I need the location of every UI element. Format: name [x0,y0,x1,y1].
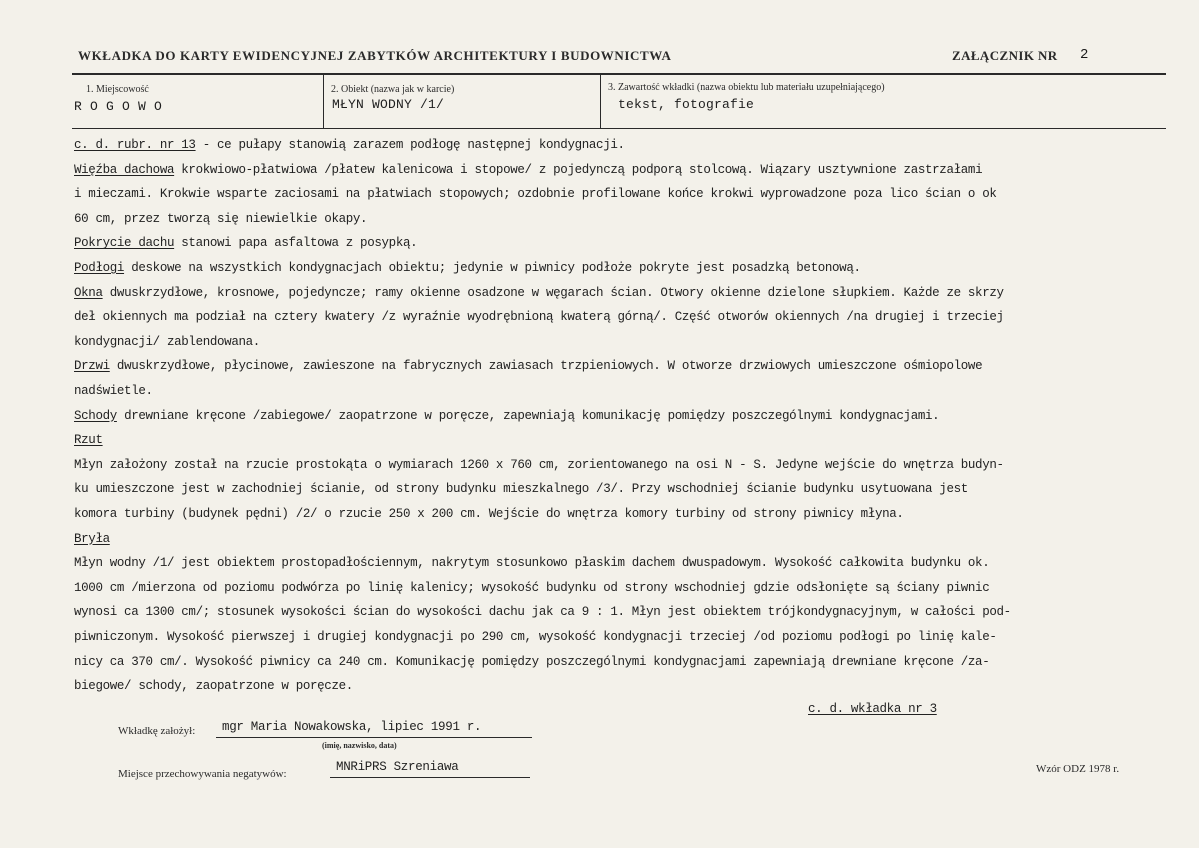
body-text-segment: drewniane kręcone /zabiegowe/ zaopatrzone w poręcze, zapewniają komunikację pomiędzy poszczególnymi kondygnacjami. [116,408,940,423]
body-text-segment: i mieczami. Krokwie wsparte zaciosami na płatwiach stopowych; ozdobnie profilowane końce krokwi wyprowadzone poza lico ścian o ok [74,187,997,202]
section-heading: Schody [74,408,117,423]
body-line [74,507,904,521]
body-text-segment: 60 cm, przez tworzą się niewielkie okapy. [74,211,368,226]
body-line [74,163,982,177]
section-heading: Rzut [74,433,103,448]
locality-label: 1. Miejscowość [86,84,149,95]
body-text-segment: komora turbiny (budynek pędni) /2/ o rzucie 250 x 200 cm. Wejście do wnętrza komory turbiny od strony piwnicy młyna. [74,507,904,521]
body-line [74,286,1004,300]
header-divider-2 [600,74,601,129]
body-line [74,384,153,398]
contents-label: 3. Zawartość wkładki (nazwa obiektu lub materiału uzupełniającego) [608,82,885,93]
body-line [74,630,997,644]
continuation-note: c. d. wkładka nr 3 [808,702,937,716]
body-text-segment: Młyn wodny /1/ jest obiektem prostopadłościennym, nakrytym stosunkowo płaskim dachem dwuspadowym. Wysokość całkowita budynku ok. [74,556,990,571]
section-heading: Drzwi [74,359,110,374]
body-text-segment: dwuskrzydłowe, płycinowe, zawieszone na fabrycznych zawiasach trzpieniowych. W otworze drzwiowych umieszczone ośmiopolowe [109,359,983,374]
section-heading: c. d. rubr. nr 13 [74,138,196,152]
body-line [74,532,110,546]
body-text-segment: krokwiowo-płatwiowa /płatew kalenicowa i stopowe/ z pojedynczą podporą stolcową. Wiązary usztywnione zastrzałami [174,162,983,177]
body-text-segment: biegowe/ schody, zaopatrzone w poręcze. [74,679,353,694]
header-top-rule [72,73,1166,75]
body-line [74,556,989,570]
body-line [74,359,982,373]
storage-value: MNRiPRS Szreniawa [336,760,459,774]
body-line [74,335,260,349]
contents-value: tekst, fotografie [618,97,755,112]
author-label: Wkładkę założył: [118,725,196,737]
body-text-segment: deskowe na wszystkich kondygnacjach obiektu; jedynie w piwnicy podłoże pokryte jest posadzką betonową. [124,261,861,275]
body-line [74,433,103,447]
body-text-segment: ku umieszczone jest w zachodniej ścianie, od strony budynku mieszkalnego /3/. Przy wschodniej ścianie budynku usytuowana jest [74,482,968,497]
body-text-segment: piwniczonym. Wysokość pierwszej i drugiej kondygnacji po 290 cm, wysokość kondygnacji trzeciej /od poziomu podłogi po linię kale- [74,630,997,644]
body-line [74,310,1004,324]
storage-label: Miejsce przechowywania negatywów: [118,768,287,780]
attachment-label: ZAŁĄCZNIK NR [952,48,1058,63]
body-line [74,482,968,496]
body-text-segment: wynosi ca 1300 cm/; stosunek wysokości ścian do wysokości dachu jak ca 9 : 1. Młyn jest obiektem trójkondygnacyjnym, w całości pod- [74,605,1011,620]
body-line [74,261,861,275]
object-value: MŁYN WODNY /1/ [332,97,445,112]
section-heading: Bryła [74,531,110,546]
section-heading: Podłogi [74,261,125,275]
header-divider-1 [323,74,324,129]
body-line [74,187,997,201]
body-line [74,236,417,250]
section-heading: Więźba dachowa [74,162,175,177]
storage-underline [330,777,530,778]
section-heading: Okna [74,285,103,300]
attachment-number: 2 [1080,47,1089,63]
object-label: 2. Obiekt (nazwa jak w karcie) [331,84,455,95]
body-line [74,655,989,669]
header-bottom-rule [72,128,1166,129]
body-text-segment: nadświetle. [74,384,153,398]
body-line [74,138,625,152]
body-text-segment: Młyn założony został na rzucie prostokąta o wymiarach 1260 x 760 cm, zorientowanego na osi N - S. Jedyne wejście do wnętrza budyn- [74,457,1004,472]
author-sub-label: (imię, nazwisko, data) [322,741,397,750]
author-underline [216,737,532,738]
body-line [74,458,1004,472]
body-line [74,605,1011,619]
body-text-segment: kondygnacji/ zablendowana. [74,334,260,349]
body-line [74,581,989,595]
body-text-segment: deł okiennych ma podział na cztery kwatery /z wyraźnie wyodrębnioną kwaterą górną/. Część otworów okiennych /na drugiej i trzeciej [74,310,1004,325]
section-heading: Pokrycie dachu [74,236,175,251]
body-text-segment: nicy ca 370 cm/. Wysokość piwnicy ca 240 cm. Komunikację pomiędzy poszczególnymi kondygnacjami zapewniają drewniane kręcone /za- [74,654,990,669]
form-model: Wzór ODZ 1978 r. [1036,763,1120,775]
form-title: WKŁADKA DO KARTY EWIDENCYJNEJ ZABYTKÓW ARCHITEKTURY I BUDOWNICTWA [78,48,672,63]
author-value: mgr Maria Nowakowska, lipiec 1991 r. [222,720,482,734]
body-text-segment: stanowi papa asfaltowa z posypką. [174,236,418,251]
body-line [74,212,367,226]
locality-value: R O G O W O [74,99,163,114]
body-line [74,409,939,423]
body-line [74,679,353,693]
body-text-segment: 1000 cm /mierzona od poziomu podwórza po linię kalenicy; wysokość budynku od strony wschodniej gdzie odsłonięte są ściany piwnic [74,580,990,595]
body-text-segment: - ce pułapy stanowią zarazem podłogę następnej kondygnacji. [195,138,625,152]
body-text-segment: dwuskrzydłowe, krosnowe, pojedyncze; ramy okienne osadzone w węgarach ścian. Otwory okienne dzielone słupkiem. Każde ze skrzy [102,285,1004,300]
